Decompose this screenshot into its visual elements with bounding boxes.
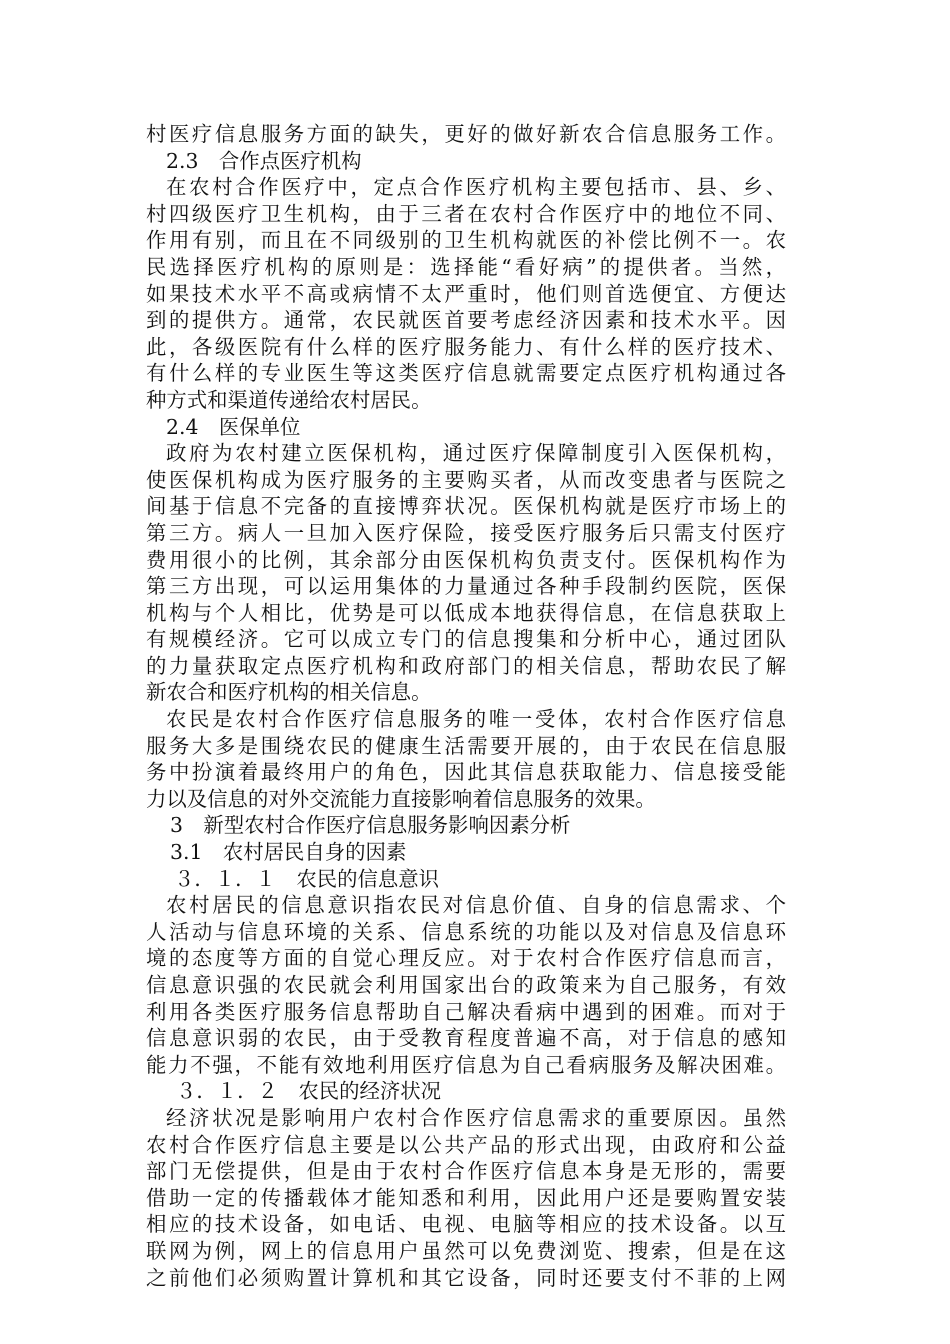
text-line: 部门无偿提供，但是由于农村合作医疗信息本身是无形的，需要 xyxy=(146,1159,786,1184)
subsection-heading: ３．１．１ 农民的信息意识 xyxy=(174,866,440,891)
text-line: 有什么样的专业医生等这类医疗信息就需要定点医疗机构通过各 xyxy=(146,361,786,386)
text-line: 力以及信息的对外交流能力直接影响着信息服务的效果。 xyxy=(146,786,656,811)
text-line: 农村居民的信息意识指农民对信息价值、自身的信息需求、个 xyxy=(166,893,786,918)
text-line: 费用很小的比例，其余部分由医保机构负责支付。医保机构作为 xyxy=(146,547,786,572)
text-line: 村医疗信息服务方面的缺失，更好的做好新农合信息服务工作。 xyxy=(146,122,786,146)
text-line: 农民是农村合作医疗信息服务的唯一受体，农村合作医疗信息 xyxy=(166,707,786,732)
text-line: 在农村合作医疗中，定点合作医疗机构主要包括市、县、乡、 xyxy=(166,175,786,200)
text-line: 如果技术水平不高或病情不太严重时，他们则首选便宜、方便达 xyxy=(146,281,786,306)
section-heading: 2.3 合作点医疗机构 xyxy=(166,148,362,173)
text-line: 服务大多是围绕农民的健康生活需要开展的，由于农民在信息服 xyxy=(146,733,786,758)
text-line: 利用各类医疗服务信息帮助自己解决看病中遇到的困难。而对于 xyxy=(146,999,786,1024)
text-line: 第三方。病人一旦加入医疗保险，接受医疗服务后只需支付医疗 xyxy=(146,520,786,545)
text-line: 务中扮演着最终用户的角色，因此其信息获取能力、信息接受能 xyxy=(146,760,786,785)
text-line: 联网为例，网上的信息用户虽然可以免费浏览、搜索，但是在这 xyxy=(146,1238,786,1263)
text-line: 之前他们必须购置计算机和其它设备，同时还要支付不菲的上网 xyxy=(146,1265,786,1290)
text-line: 信息意识弱的农民，由于受教育程度普遍不高，对于信息的感知 xyxy=(146,1026,786,1051)
text-line: 有规模经济。它可以成立专门的信息搜集和分析中心，通过团队 xyxy=(146,627,786,652)
text-line: 作用有别，而且在不同级别的卫生机构就医的补偿比例不一。农 xyxy=(146,228,786,253)
text-line: 能力不强，不能有效地利用医疗信息为自己看病服务及解决困难。 xyxy=(146,1052,786,1077)
text-line: 种方式和渠道传递给农村居民。 xyxy=(146,387,432,412)
text-line: 相应的技术设备，如电话、电视、电脑等相应的技术设备。以互 xyxy=(146,1212,786,1237)
text-line: 新农合和医疗机构的相关信息。 xyxy=(146,680,432,705)
text-line: 到的提供方。通常，农民就医首要考虑经济因素和技术水平。因 xyxy=(146,308,786,333)
document-body xyxy=(146,121,786,1291)
text-line: 使医保机构成为医疗服务的主要购买者，从而改变患者与医院之 xyxy=(146,467,786,492)
text-line: 村四级医疗卫生机构，由于三者在农村合作医疗中的地位不同、 xyxy=(146,201,786,226)
text-line: 农村合作医疗信息主要是以公共产品的形式出现，由政府和公益 xyxy=(146,1132,786,1157)
text-line: 此，各级医院有什么样的医疗服务能力、有什么样的医疗技术、 xyxy=(146,334,786,359)
subsection-heading: ３．１．２ 农民的经济状况 xyxy=(176,1079,442,1104)
text-line: 经济状况是影响用户农村合作医疗信息需求的重要原因。虽然 xyxy=(166,1105,786,1130)
section-heading: 3.1 农村居民自身的因素 xyxy=(170,840,407,865)
text-line: 民选择医疗机构的原则是：选择能“看好病”的提供者。当然， xyxy=(146,254,786,279)
section-heading: 3 新型农村合作医疗信息服务影响因素分析 xyxy=(170,813,571,838)
text-line: 第三方出现，可以运用集体的力量通过各种手段制约医院，医保 xyxy=(146,574,786,599)
text-line: 信息意识强的农民就会利用国家出台的政策来为自己服务，有效 xyxy=(146,973,786,997)
text-line: 政府为农村建立医保机构，通过医疗保障制度引入医保机构， xyxy=(166,441,786,466)
text-line: 机构与个人相比，优势是可以低成本地获得信息，在信息获取上 xyxy=(146,600,786,625)
text-line: 间基于信息不完备的直接博弈状况。医保机构就是医疗市场上的 xyxy=(146,494,786,519)
section-heading: 2.4 医保单位 xyxy=(166,414,301,439)
text-line: 境的态度等方面的自觉心理反应。对于农村合作医疗信息而言， xyxy=(146,946,786,971)
text-line: 的力量获取定点医疗机构和政府部门的相关信息，帮助农民了解 xyxy=(146,653,786,678)
text-line: 借助一定的传播载体才能知悉和利用，因此用户还是要购置安装 xyxy=(146,1185,786,1210)
text-line: 人活动与信息环境的关系、信息系统的功能以及对信息及信息环 xyxy=(146,919,786,944)
